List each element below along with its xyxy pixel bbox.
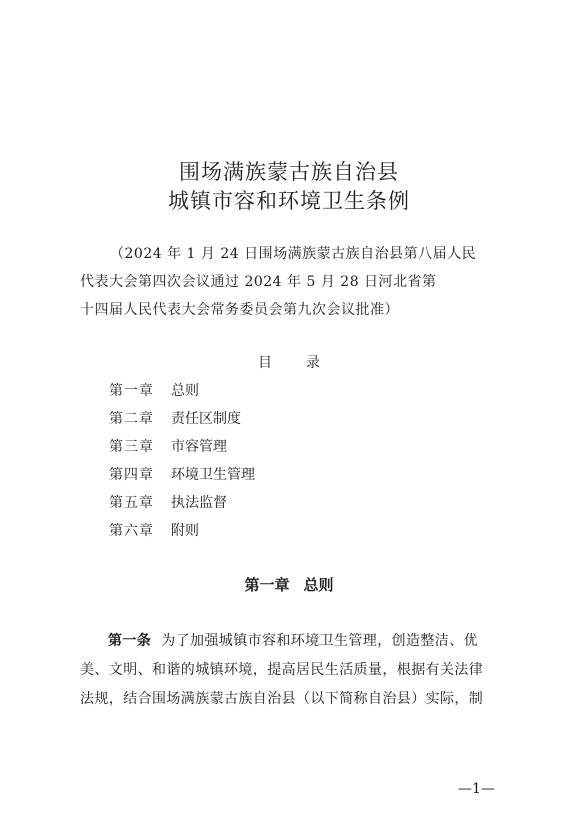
toc-heading-right: 录 bbox=[306, 355, 320, 371]
toc-chapter-title: 执法监督 bbox=[171, 495, 227, 511]
toc-chapter-title: 责任区制度 bbox=[171, 411, 241, 427]
approval-line-3: 十四届人民代表大会常务委员会第九次会议批准） bbox=[80, 302, 399, 318]
article-label: 第一条 bbox=[108, 633, 152, 649]
toc-chapter-title: 市容管理 bbox=[171, 439, 227, 455]
document-title-line-2: 城镇市容和环境卫生条例 bbox=[168, 189, 410, 213]
toc-item-chapter-3 bbox=[109, 433, 255, 461]
toc-chapter-number: 第四章 bbox=[109, 467, 154, 483]
approval-line-1: （2024 年 1 月 24 日围场满族蒙古族自治县第八届人民 bbox=[110, 246, 477, 262]
toc-heading bbox=[0, 352, 578, 372]
toc-chapter-title: 附则 bbox=[171, 523, 199, 539]
toc-chapter-number: 第五章 bbox=[109, 495, 154, 511]
toc-chapter-title: 总则 bbox=[171, 383, 199, 399]
toc-item-chapter-6 bbox=[109, 517, 255, 545]
article-1 bbox=[80, 627, 500, 714]
toc-chapter-number: 第三章 bbox=[109, 439, 154, 455]
toc-item-chapter-5 bbox=[109, 489, 255, 517]
toc-chapter-number: 第二章 bbox=[109, 411, 154, 427]
article-1-line-2: 美、文明、和谐的城镇环境，提高居民生活质量，根据有关法律 bbox=[80, 662, 484, 678]
toc-chapter-number: 第六章 bbox=[109, 523, 154, 539]
article-text: 为了加强城镇市容和环境卫生管理，创造整洁、优 bbox=[161, 633, 479, 649]
toc-item-chapter-4 bbox=[109, 461, 255, 489]
toc-item-chapter-2 bbox=[109, 405, 255, 433]
approval-note bbox=[80, 240, 500, 324]
chapter-title: 总则 bbox=[303, 576, 334, 594]
article-1-line-3: 法规，结合围场满族蒙古族自治县（以下简称自治县）实际，制 bbox=[80, 691, 484, 707]
toc-chapter-number: 第一章 bbox=[109, 383, 154, 399]
article-1-line-1 bbox=[80, 627, 500, 656]
approval-line-2: 代表大会第四次会议通过 2024 年 5 月 28 日河北省第 bbox=[80, 274, 437, 290]
page-number: —1— bbox=[458, 781, 495, 797]
table-of-contents bbox=[109, 377, 255, 545]
toc-item-chapter-1 bbox=[109, 377, 255, 405]
chapter-1-heading bbox=[0, 574, 578, 595]
toc-heading-left: 目 bbox=[258, 355, 272, 371]
chapter-number: 第一章 bbox=[244, 576, 290, 594]
document-title-line-1: 围场满族蒙古族自治县 bbox=[179, 160, 399, 184]
toc-chapter-title: 环境卫生管理 bbox=[171, 467, 255, 483]
